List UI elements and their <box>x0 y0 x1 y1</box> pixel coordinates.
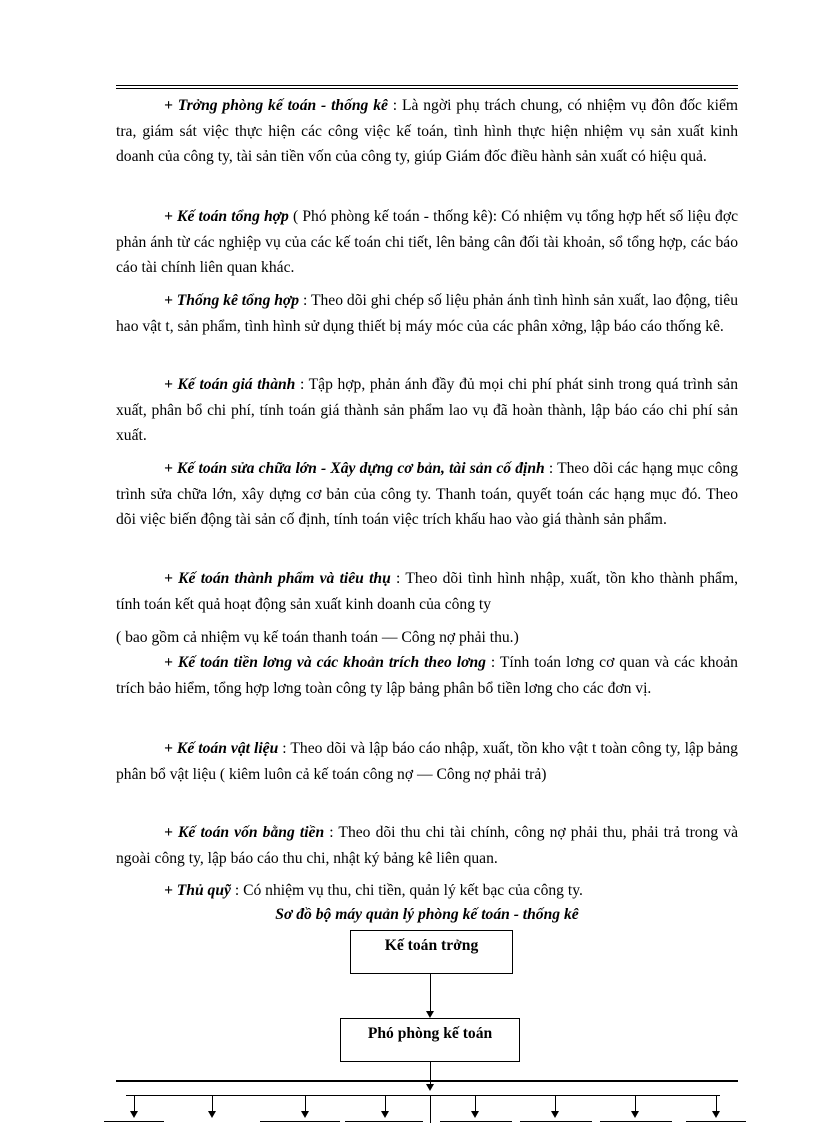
child-box-top-edge <box>600 1121 672 1122</box>
paragraph-text: ( bao gồm cả nhiệm vụ kế toán thanh toán — Công nợ phải thu.) <box>116 629 519 646</box>
paragraph-text: : Theo dõi ghi chép số liệu phản ánh tình hình sản xuất, lao động, tiêu hao vật t, sản phẩm, tình hình sử dụng thiết bị máy móc của các phân xởng, lập báo cáo thống kê. <box>116 292 738 335</box>
paragraph-vat-lieu <box>116 736 738 787</box>
term-label: + Kế toán sửa chữa lớn - Xây dựng cơ bản, tài sản cố định <box>164 460 545 477</box>
paragraph-text: : Theo dõi và lập báo cáo nhập, xuất, tồn kho vật t toàn công ty, lập bảng phân bổ vật liệu ( kiêm luôn cả kế toán công nợ — Công nợ phải trả) <box>116 740 738 783</box>
arrowhead <box>381 1111 389 1118</box>
paragraph-ke-toan-tong-hop <box>116 204 738 281</box>
arrowhead <box>208 1111 216 1118</box>
paragraph-text: : Theo dõi thu chi tài chính, công nợ phải thu, phải trả trong và ngoài công ty, lập báo cáo thu chi, nhật ký bảng kê liên quan. <box>116 824 738 867</box>
child-box-top-edge <box>104 1121 164 1122</box>
arrowhead <box>471 1111 479 1118</box>
header-rule-bottom <box>116 88 738 89</box>
paragraph-thong-ke-tong-hop <box>116 288 738 339</box>
term-label: + Kế toán vốn bằng tiền <box>164 824 325 841</box>
header-rule-top <box>116 85 738 86</box>
branch-bar-bottom <box>126 1095 720 1096</box>
arrowhead <box>712 1111 720 1118</box>
term-label: + Kế toán giá thành <box>164 376 296 393</box>
term-label: + Trởng phòng kế toán - thống kê <box>164 97 388 114</box>
child-box-top-edge <box>440 1121 512 1122</box>
connector-line <box>430 974 431 1014</box>
arrowhead <box>551 1111 559 1118</box>
paragraph-thanh-pham-tieu-thu <box>116 566 738 617</box>
child-box-top-edge <box>345 1121 423 1122</box>
chief-accountant-box: Kế toán trởng <box>350 930 513 974</box>
term-label: + Thống kê tổng hợp <box>164 292 300 309</box>
child-box-top-edge <box>260 1121 340 1122</box>
paragraph-tien-luong <box>116 650 738 701</box>
term-label: + Kế toán tổng hợp <box>164 208 289 225</box>
paragraph-text: : Theo dõi các hạng mục công trình sửa chữa lớn, xây dựng cơ bản của công ty. Thanh toán, quyết toán các hạng mục đó. Theo dõi việc biến động tài sản cố định, tính toán việc trích khấu hao vào giá thành sản phẩm. <box>116 460 739 528</box>
paragraph-text: : Theo dõi tình hình nhập, xuất, tồn kho thành phẩm, tính toán kết quả hoạt động sản xuất kinh doanh của công ty <box>116 570 738 613</box>
paragraph-von-bang-tien <box>116 820 738 871</box>
child-box-top-edge <box>520 1121 592 1122</box>
branch-bar-top <box>116 1080 738 1082</box>
branch-center-line <box>430 1095 431 1123</box>
child-box-top-edge <box>686 1121 746 1122</box>
term-label: + Thủ quỹ <box>164 882 231 899</box>
term-label: + Kế toán tiền lơng và các khoản trích theo lơng <box>164 654 486 671</box>
paragraph-ke-toan-gia-thanh <box>116 372 738 449</box>
paragraph-text: : Tính toán lơng cơ quan và các khoản trích bảo hiểm, tổng hợp lơng toàn công ty lập bảng phân bổ tiền lơng cho các đơn vị. <box>116 654 738 697</box>
paragraph-text: ( Phó phòng kế toán - thống kê): Có nhiệm vụ tổng hợp hết số liệu đợc phản ánh từ các nghiệp vụ của các kế toán chi tiết, lên bảng cân đối tài khoản, sổ tổng hợp, các báo cáo tài chính liên quan khác. <box>116 208 738 276</box>
arrowhead <box>426 1011 434 1018</box>
paragraph-truong-phong <box>116 93 738 170</box>
diagram-title: Sơ đồ bộ máy quản lý phòng kế toán - thống kê <box>275 906 579 923</box>
arrowhead <box>301 1111 309 1118</box>
deputy-head-box: Phó phòng kế toán <box>340 1018 520 1062</box>
term-label: + Kế toán vật liệu <box>164 740 279 757</box>
paragraph-note <box>116 625 738 651</box>
paragraph-text: : Có nhiệm vụ thu, chi tiền, quản lý kết bạc của công ty. <box>230 882 583 899</box>
paragraph-text: : Là ngời phụ trách chung, có nhiệm vụ đôn đốc kiểm tra, giám sát việc thực hiện các công việc kế toán, tình hình thực hiện nhiệm vụ sản xuất kinh doanh của công ty, tài sản tiền vốn của công ty, giúp Giám đốc điều hành sản xuất có hiệu quả. <box>116 97 738 165</box>
term-label: + Kế toán thành phẩm và tiêu thụ <box>164 570 391 587</box>
arrowhead <box>130 1111 138 1118</box>
paragraph-sua-chua-lon <box>116 456 738 533</box>
arrowhead <box>631 1111 639 1118</box>
paragraph-thu-quy <box>116 878 738 904</box>
paragraph-text: : Tập hợp, phản ánh đầy đủ mọi chi phí phát sinh trong quá trình sản xuất, phân bổ chi phí, tính toán giá thành sản phẩm lao vụ đã hoàn thành, lập báo cáo chi phí sản xuất. <box>116 376 738 444</box>
arrowhead <box>426 1084 434 1091</box>
